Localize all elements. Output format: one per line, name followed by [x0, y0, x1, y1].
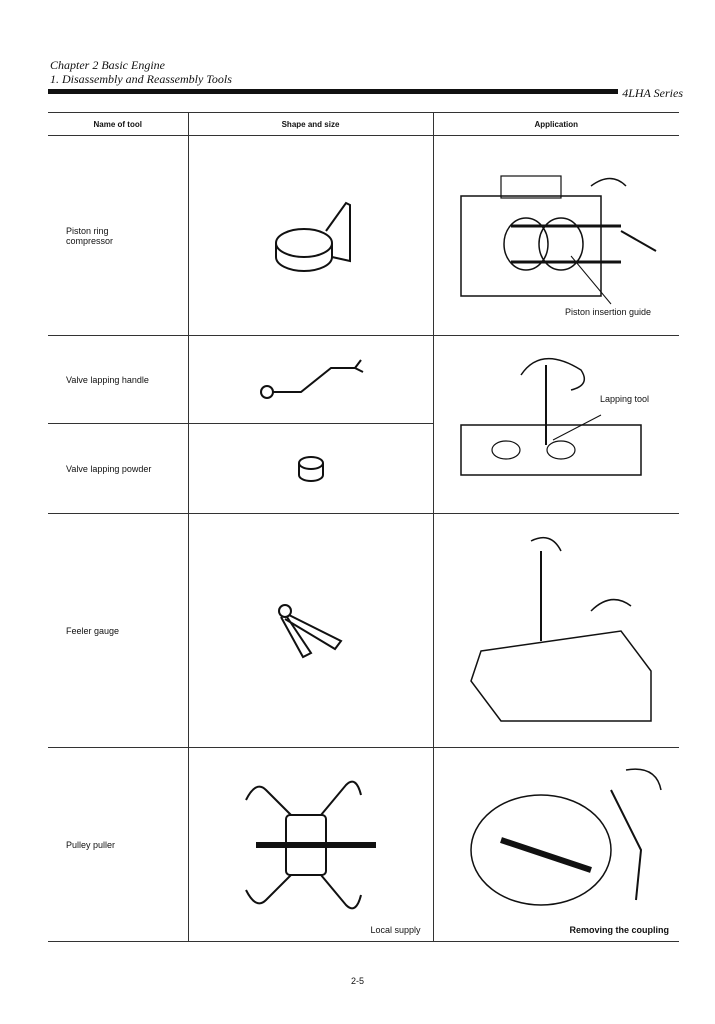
- tool-name: [48, 136, 188, 336]
- tool-shape-cell: [188, 336, 433, 424]
- application-cell: [433, 514, 679, 748]
- feeler-gauge-use-illustration: [441, 531, 671, 731]
- valve-lapping-handle-illustration: [251, 350, 371, 410]
- header-rule: [48, 89, 618, 94]
- local-supply-caption: Local supply: [370, 925, 421, 935]
- page-number: 2-5: [350, 976, 364, 986]
- series-label: 4LHA Series: [622, 86, 683, 100]
- piston-insertion-illustration: [441, 156, 671, 316]
- valve-lapping-powder-illustration: [291, 449, 331, 489]
- col-header-name: Name of tool: [48, 113, 188, 136]
- table-row: [48, 514, 679, 748]
- table-row: [48, 136, 679, 336]
- tool-shape-cell: [188, 136, 433, 336]
- tool-name-text: Piston ring compressor: [66, 225, 114, 246]
- tool-shape-cell: [188, 424, 433, 514]
- tool-name: Pulley puller: [48, 748, 188, 942]
- valve-lapping-illustration: [441, 345, 671, 505]
- application-cell: [433, 336, 679, 514]
- piston-ring-compressor-illustration: [266, 191, 356, 281]
- removing-coupling-caption: Removing the coupling: [569, 925, 669, 935]
- col-header-shape: Shape and size: [188, 113, 433, 136]
- table-row: [48, 748, 679, 942]
- tools-table: [48, 112, 679, 942]
- page-header: [50, 58, 232, 86]
- feeler-gauge-illustration: [271, 601, 351, 661]
- tool-shape-cell: [188, 514, 433, 748]
- table-row: [48, 336, 679, 424]
- removing-coupling-illustration: [441, 760, 671, 930]
- col-header-application: Application: [433, 113, 679, 136]
- tool-shape-cell: [188, 748, 433, 942]
- tool-name: Valve lapping handle: [48, 336, 188, 424]
- chapter-title: Chapter 2 Basic Engine: [50, 58, 165, 72]
- tool-name: Valve lapping powder: [48, 424, 188, 514]
- application-cell: [433, 136, 679, 336]
- application-cell: [433, 748, 679, 942]
- lapping-tool-caption: Lapping tool: [599, 394, 649, 404]
- pulley-puller-illustration: [236, 770, 386, 920]
- piston-insertion-caption: Piston insertion guide: [564, 307, 651, 317]
- table-header-row: [48, 113, 679, 136]
- tool-name: Feeler gauge: [48, 514, 188, 748]
- section-title: 1. Disassembly and Reassembly Tools: [50, 72, 232, 86]
